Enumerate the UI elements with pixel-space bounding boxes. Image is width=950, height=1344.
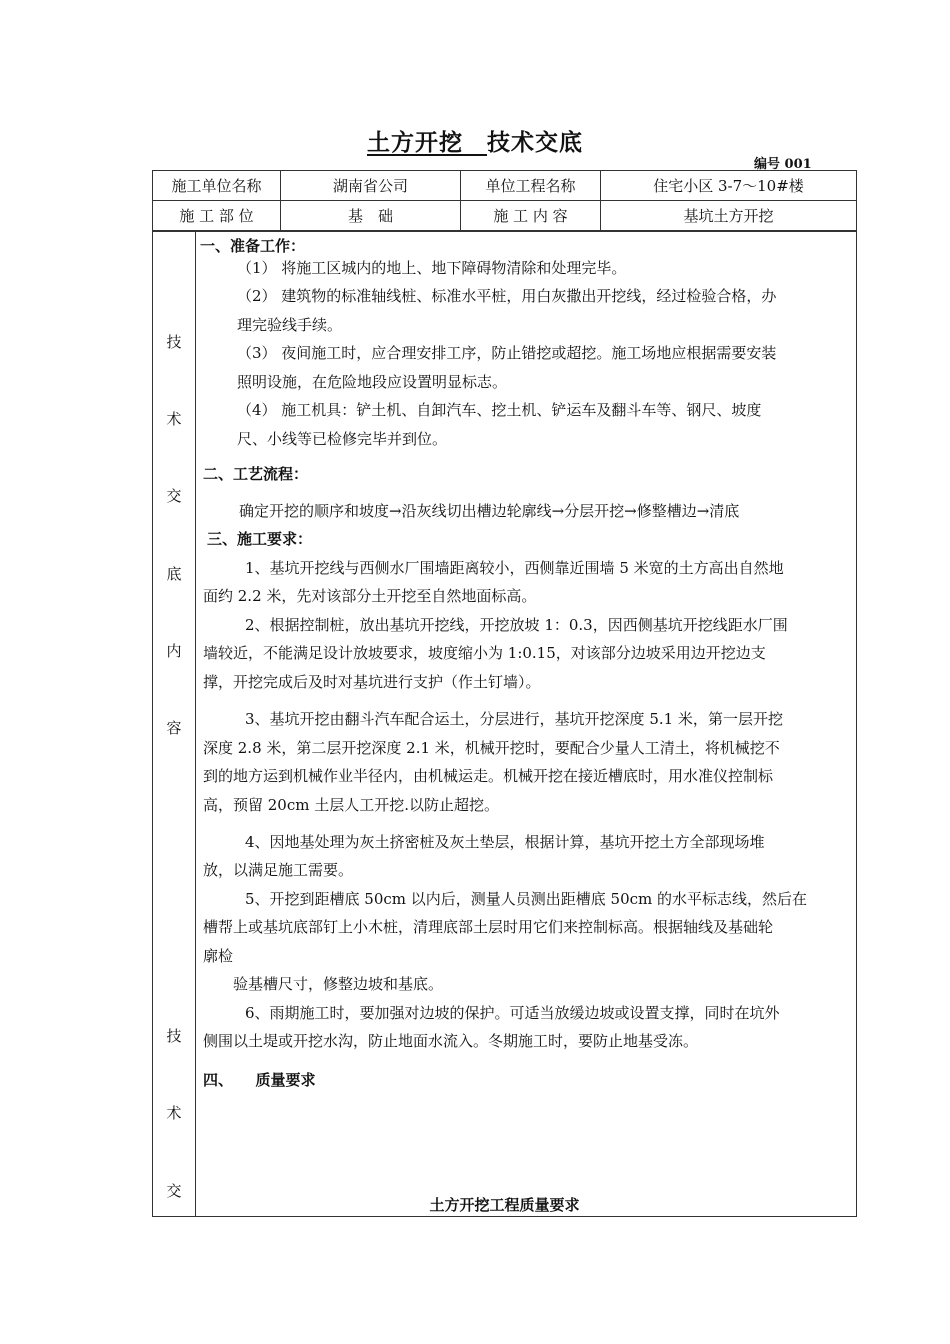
label-construction-part: 施 工 部 位 (153, 201, 281, 231)
section-heading: 二、工艺流程： (203, 465, 309, 483)
section-heading: 四、 质量要求 (203, 1071, 316, 1089)
paragraph-line: 撑，开挖完成后及时对基坑进行支护（作土钉墙）。 (203, 673, 541, 691)
header-table (152, 170, 857, 231)
paragraph-line: 到的地方运到机械作业半径内，由机械运走。机械开挖在接近槽底时，用水准仪控制标 (203, 767, 774, 785)
document-number: 编号 001 (754, 157, 812, 172)
paragraph-line: 2、根据控制桩，放出基坑开挖线，开挖放坡 1：0.3，因西侧基坑开挖线距水厂围 (245, 616, 788, 634)
label-construction-content: 施 工 内 容 (461, 201, 601, 231)
header-row (153, 201, 857, 231)
paragraph-line: 验基槽尺寸，修整边坡和基底。 (233, 975, 444, 993)
paragraph-line: （1） 将施工区城内的地上、地下障碍物清除和处理完毕。 (237, 259, 627, 277)
side-char: 术 (166, 410, 182, 428)
paragraph-line: 5、开挖到距槽底 50cm 以内后，测量人员测出距槽底 50cm 的水平标志线，然后在 (245, 890, 808, 908)
paragraph-line: 墙较近，不能满足设计放坡要求，坡度缩小为 1:0.15，对该部分边坡采用边开挖边支 (203, 644, 766, 662)
title-part-1: 土方开挖 (367, 129, 463, 156)
paragraph-line: 槽帮上或基坑底部钉上小木桩，清理底部土层时用它们来控制标高。根据轴线及基础轮 (203, 918, 774, 936)
side-char: 容 (166, 719, 182, 737)
paragraph-line: 侧围以土堤或开挖水沟，防止地面水流入。冬期施工时，要防止地基受冻。 (203, 1032, 699, 1050)
paragraph-line: 深度 2.8 米，第二层开挖深度 2.1 米，机械开挖时，要配合少量人工清土，将机械挖不 (203, 739, 780, 757)
side-char: 技 (166, 1027, 182, 1045)
side-char: 内 (166, 642, 182, 660)
paragraph-line: 放，以满足施工需要。 (203, 861, 354, 879)
label-construction-unit: 施工单位名称 (153, 171, 281, 201)
paragraph-line: 高，预留 20cm 土层人工开挖.以防止超挖。 (203, 796, 500, 814)
paragraph-line: 面约 2.2 米，先对该部分土开挖至自然地面标高。 (203, 587, 537, 605)
side-char: 技 (166, 333, 182, 351)
value-construction-content: 基坑土方开挖 (601, 201, 857, 231)
paragraph-line: 理完验线手续。 (237, 316, 343, 334)
paragraph-line: 尺、小线等已检修完毕并到位。 (237, 430, 448, 448)
side-char: 术 (166, 1104, 182, 1122)
paragraph-line: 1、基坑开挖线与西侧水厂围墙距离较小，西侧靠近围墙 5 米宽的土方高出自然地 (245, 559, 784, 577)
paragraph-line: 6、雨期施工时，要加强对边坡的保护。可适当放缓边坡或设置支撑，同时在坑外 (245, 1004, 780, 1022)
paragraph-line: 廓检 (203, 947, 234, 965)
value-construction-unit: 湖南省公司 (281, 171, 461, 201)
section-heading: 一、准备工作： (200, 237, 306, 255)
quality-requirements-heading: 土方开挖工程质量要求 (429, 1196, 580, 1214)
paragraph-line: （3） 夜间施工时，应合理安排工序，防止错挖或超挖。施工场地应根据需要安装 (237, 344, 777, 362)
side-char: 底 (166, 565, 182, 583)
content-cell (152, 231, 857, 1217)
header-row (153, 171, 857, 201)
title-part-2: 技术交底 (487, 129, 583, 156)
paragraph-line: （2） 建筑物的标准轴线桩、标准水平桩，用白灰撒出开挖线，经过检验合格，办 (237, 287, 777, 305)
paragraph-line: 确定开挖的顺序和坡度→沿灰线切出槽边轮廓线→分层开挖→修整槽边→清底 (239, 502, 740, 520)
section-heading: 三、施工要求： (207, 530, 313, 548)
side-char: 交 (166, 1182, 182, 1200)
label-project-name: 单位工程名称 (461, 171, 601, 201)
side-char: 交 (166, 487, 182, 505)
paragraph-line: 照明设施，在危险地段应设置明显标志。 (237, 373, 508, 391)
paragraph-line: 3、基坑开挖由翻斗汽车配合运土，分层进行，基坑开挖深度 5.1 米，第一层开挖 (245, 710, 783, 728)
side-label-column (153, 232, 196, 1216)
value-construction-part: 基 础 (281, 201, 461, 231)
paragraph-line: 4、因地基处理为灰土挤密桩及灰土垫层，根据计算，基坑开挖土方全部现场堆 (245, 833, 765, 851)
paragraph-line: （4） 施工机具：铲土机、自卸汽车、挖土机、铲运车及翻斗车等、钢尺、坡度 (237, 401, 762, 419)
value-project-name: 住宅小区 3-7～10#楼 (601, 171, 857, 201)
